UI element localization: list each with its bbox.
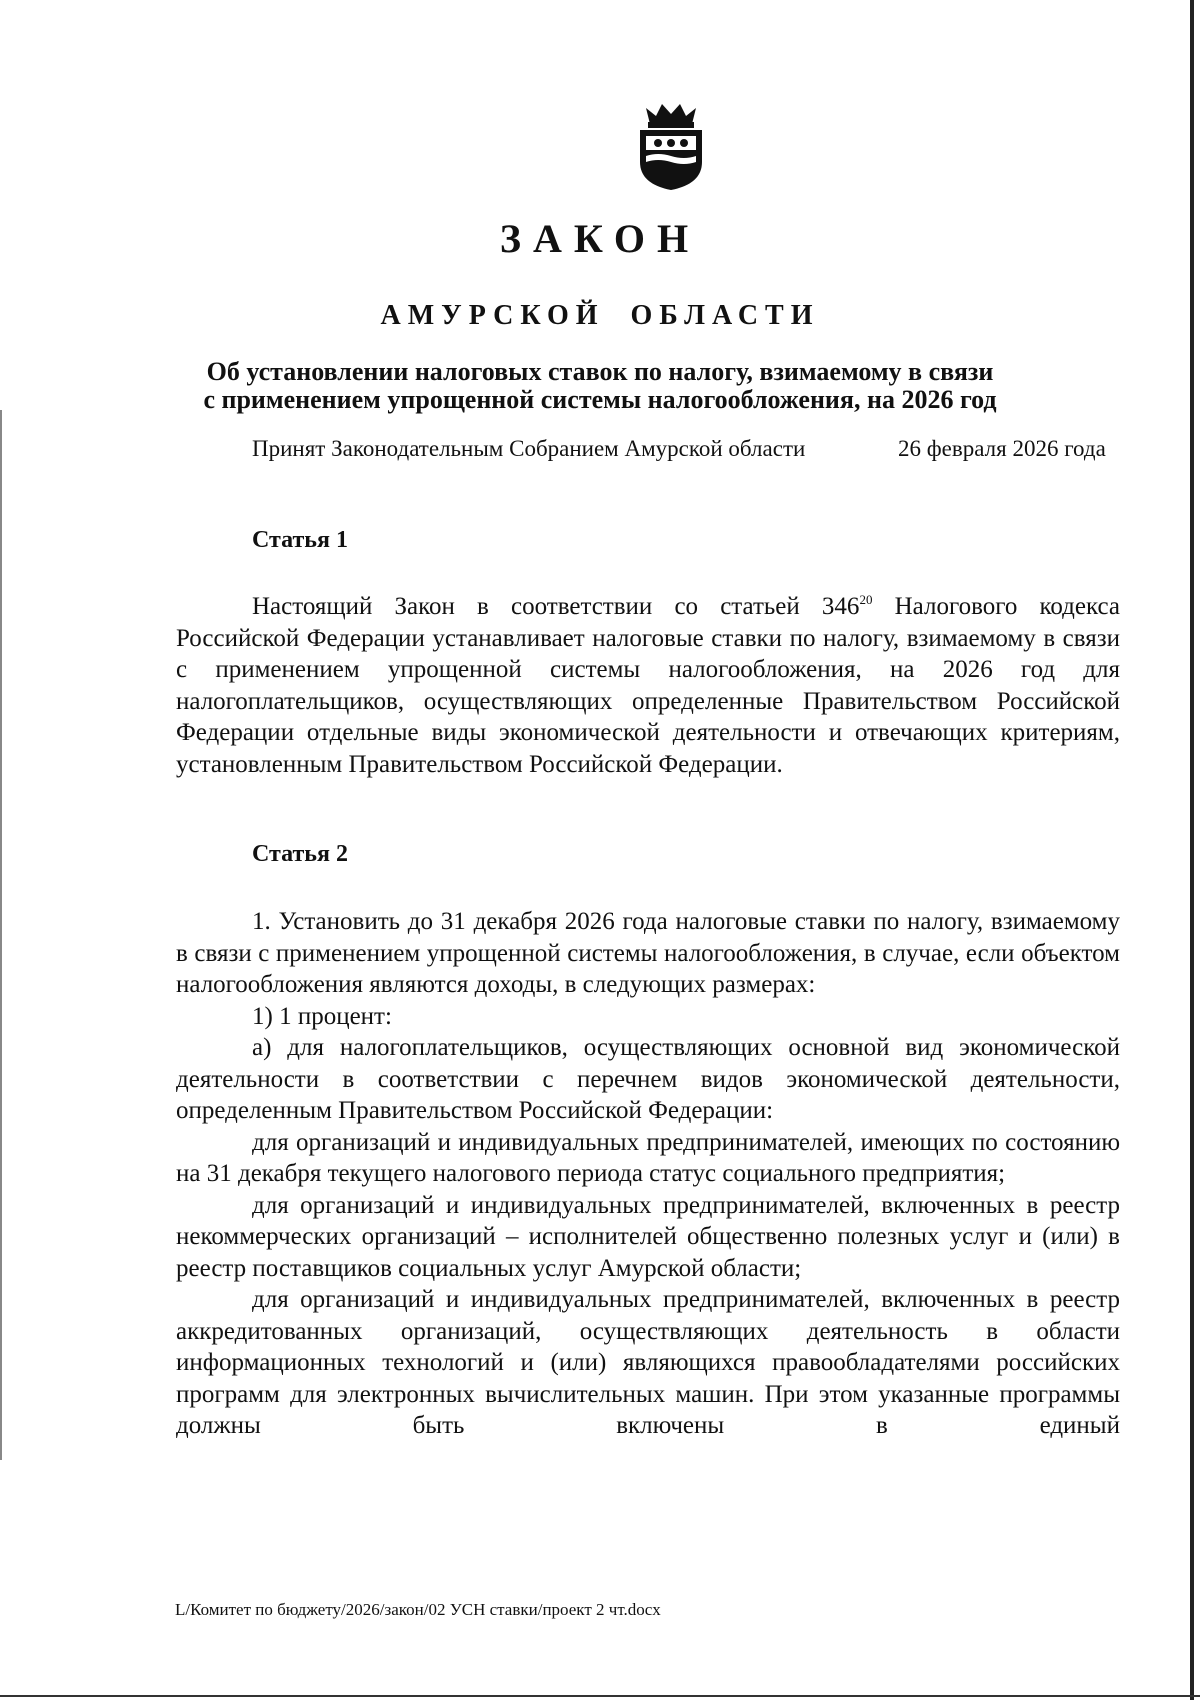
- coat-of-arms-icon: [632, 100, 710, 192]
- law-subject-line-2: с применением упрощенной системы налогообложения, на 2026 год: [203, 385, 997, 414]
- article-2-bullet-2: для организаций и индивидуальных предпринимателей, включенных в реестр некоммерческих организаций – исполнителей общественно полезных услуг и (или) в реестр поставщиков социальных услуг Амурской области;: [176, 1191, 1120, 1282]
- article-2-paragraph-1: 1. Установить до 31 декабря 2026 года налоговые ставки по налогу, взимаемому в связи с применением упрощенной системы налогообложения, в случае, если объектом налогообложения являются доходы, в следующих размерах:: [176, 908, 1120, 998]
- law-subject-line-1: Об установлении налоговых ставок по налогу, взимаемому в связи: [206, 357, 994, 386]
- adopted-date: 26 февраля 2026 года: [898, 436, 1106, 461]
- article-1-text: [176, 591, 1120, 780]
- page-edge-bottom: [0, 1695, 1200, 1697]
- article-2-bullet-1: для организаций и индивидуальных предпринимателей, имеющих по состоянию на 31 декабря текущего налогового периода статус социального предприятия;: [176, 1128, 1120, 1187]
- page-edge-left: [0, 410, 2, 1460]
- article-1-heading: Статья 1: [252, 527, 348, 553]
- adopted-by: Принят Законодательным Собранием Амурской области: [252, 436, 806, 461]
- article-2-text: [176, 906, 1120, 1442]
- region-title-word-2: ОБЛАСТИ: [630, 300, 820, 331]
- document-type-title: ЗАКОН: [499, 216, 701, 261]
- article-1-paragraph: Настоящий Закон в соответствии со статьей $346^{20}$ Налогового кодекса Российской Федерации устанавливает налоговые ставки по налогу, взимаемому в связи с применением упрощенной системы налогообложения, на 2026 год для налогоплательщиков, осуществляющих определенные Правительством Российской Федерации отдельные виды экономической деятельности и отвечающих критериям, установленным Правительством Российской Федерации.: [176, 592, 1120, 778]
- region-title-word-1: АМУРСКОЙ: [380, 300, 605, 331]
- article-2-item-1: 1) 1 процент:: [252, 1002, 392, 1030]
- article-2-heading: Статья 2: [252, 841, 348, 867]
- article-2-bullet-3: для организаций и индивидуальных предпринимателей, включенных в реестр аккредитованных организаций, осуществляющих деятельность в области информационных технологий и (или) являющихся правообладателями российских программ для электронных вычислительных машин. При этом указанные программы должны быть включены в единый: [176, 1286, 1120, 1439]
- statute-reference-superscript: 20: [859, 592, 873, 607]
- law-subject: [100, 358, 1100, 414]
- footer-file-path: L/Комитет по бюджету/2026/закон/02 УСН ставки/проект 2 чт.docx: [175, 1600, 661, 1619]
- region-title: [0, 300, 1200, 332]
- article-2-subitem-a: а) для налогоплательщиков, осуществляющих основной вид экономической деятельности в соответствии с перечнем видов экономической деятельности, определенным Правительством Российской Федерации:: [176, 1034, 1120, 1124]
